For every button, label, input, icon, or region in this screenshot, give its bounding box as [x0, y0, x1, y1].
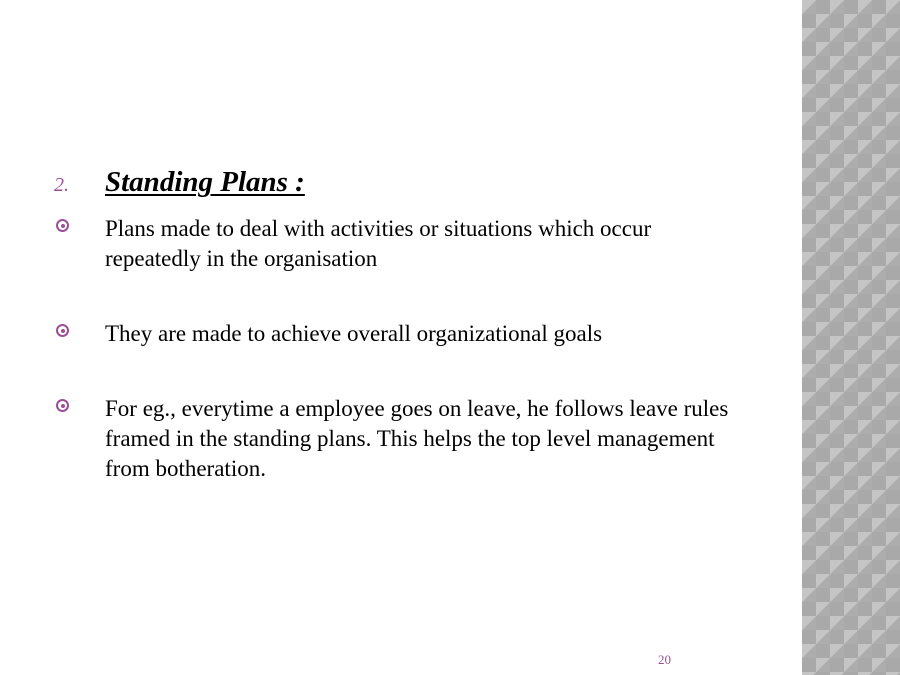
- bullet-item: [54, 319, 754, 349]
- page-number: 20: [658, 652, 671, 667]
- bullet-item: [54, 214, 754, 274]
- bullet-text: Plans made to deal with activities or situations which occur repeatedly in the organisation: [105, 216, 652, 271]
- bullet-text: For eg., everytime a employee goes on leave, he follows leave rules framed in the standing plans. This helps the top level management from botheration.: [105, 396, 729, 481]
- bullet-text: They are made to achieve overall organizational goals: [105, 321, 603, 346]
- radio-bullet-icon: [56, 324, 69, 337]
- heading-title: Standing Plans :: [105, 166, 305, 198]
- radio-bullet-icon: [56, 399, 69, 412]
- heading-number: 2.: [54, 174, 69, 196]
- radio-bullet-icon: [56, 219, 69, 232]
- decorative-side-panel: [802, 0, 900, 675]
- bullet-item: [54, 394, 754, 484]
